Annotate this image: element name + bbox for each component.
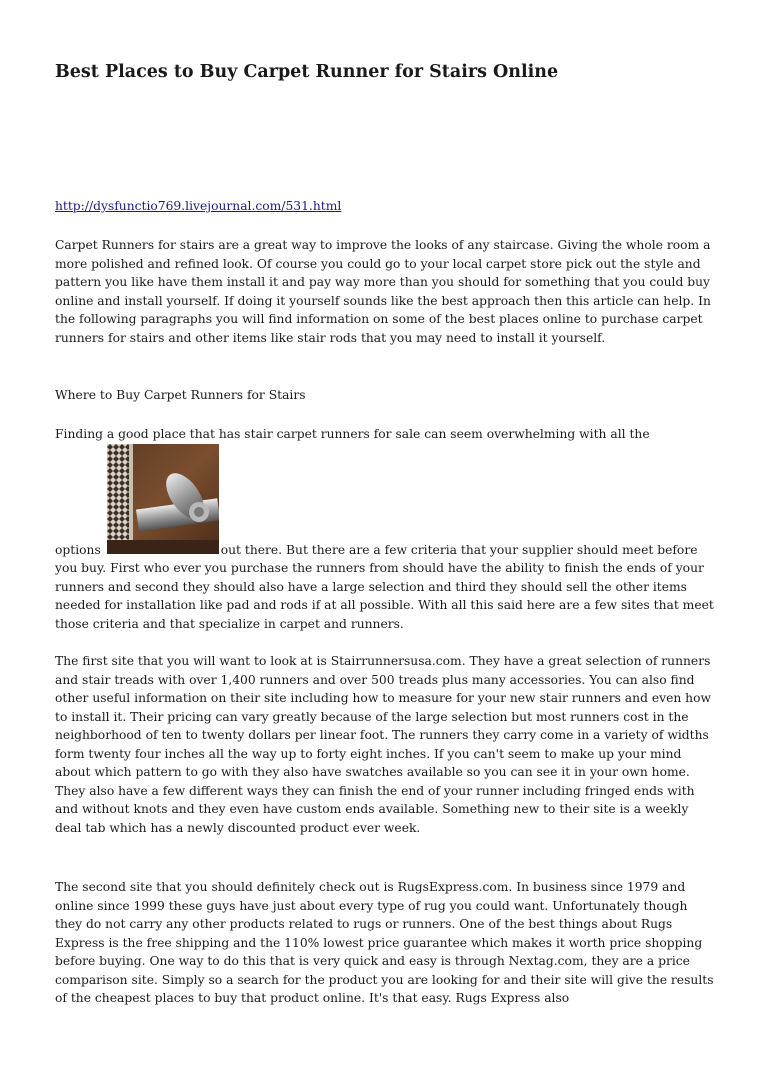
options-continued: out there. But there are a few criteria that your supplier should meet before <box>220 542 698 557</box>
criteria-paragraph <box>55 425 715 633</box>
source-link[interactable]: http://dysfunctio769.livejournal.com/531.html <box>55 199 342 213</box>
stair-rod-photo <box>107 444 219 554</box>
options-word: options <box>55 542 101 557</box>
section-heading: Where to Buy Carpet Runners for Stairs <box>55 388 306 402</box>
stairrunners-paragraph: The first site that you will want to look at is Stairrunnersusa.com. They have a great selection of runners and stair treads with over 1,400 runners and over 500 treads plus many accessories. You can also find other useful information on their site including how to measure for your new stair runners and even how to install it. Their pricing can vary greatly because of the large selection but most runners cost in the neighborhood of ten to twenty dollars per linear foot. The runners they carry come in a variety of widths form twenty four inches all the way up to forty eight inches. If you can't seem to make up your mind about which pattern to go with they also have swatches available so you can see it in your own home. They also have a few different ways they can finish the end of your runner including fringed ends with and without knots and they even have custom ends available. Something new to their site is a weekly deal tab which has a newly discounted product ever week. <box>55 654 712 835</box>
intro-paragraph: Carpet Runners for stairs are a great way to improve the looks of any staircase. Giving the whole room a more polished and refined look. Of course you could go to your local carpet store pick out the style and pattern you like have them install it and pay way more than you should for something that you could buy online and install yourself. If doing it yourself sounds like the best approach then this article can help. In the following paragraphs you will find information on some of the best places online to purchase carpet runners for stairs and other items like stair rods that you may need to install it yourself. <box>55 238 711 345</box>
rugsexpress-paragraph: The second site that you should definitely check out is RugsExpress.com. In business since 1979 and online since 1999 these guys have just about every type of rug you could want. Unfortunately though they do not carry any other products related to rugs or runners. One of the best things about Rugs Express is the free shipping and the 110% lowest price guarantee which makes it worth price shopping before buying. One way to do this that is very quick and easy is through Nextag.com, they are a price comparison site. Simply so a search for the product you are looking for and their site will give the results of the cheapest places to buy that product online. It's that easy. Rugs Express also <box>55 880 714 1005</box>
criteria-line-1: Finding a good place that has stair carpet runners for sale can seem overwhelming with all the <box>55 427 650 441</box>
page-title: Best Places to Buy Carpet Runner for Stairs Online <box>55 62 559 82</box>
options-line <box>55 543 697 557</box>
criteria-rest: you buy. First who ever you purchase the runners from should have the ability to finish the ends of your runners and second they should also have a large selection and third they should sell the other items needed for installation like pad and rods if at all possible. With all this said here are a few sites that meet those criteria and that specialize in carpet and runners. <box>55 561 714 631</box>
